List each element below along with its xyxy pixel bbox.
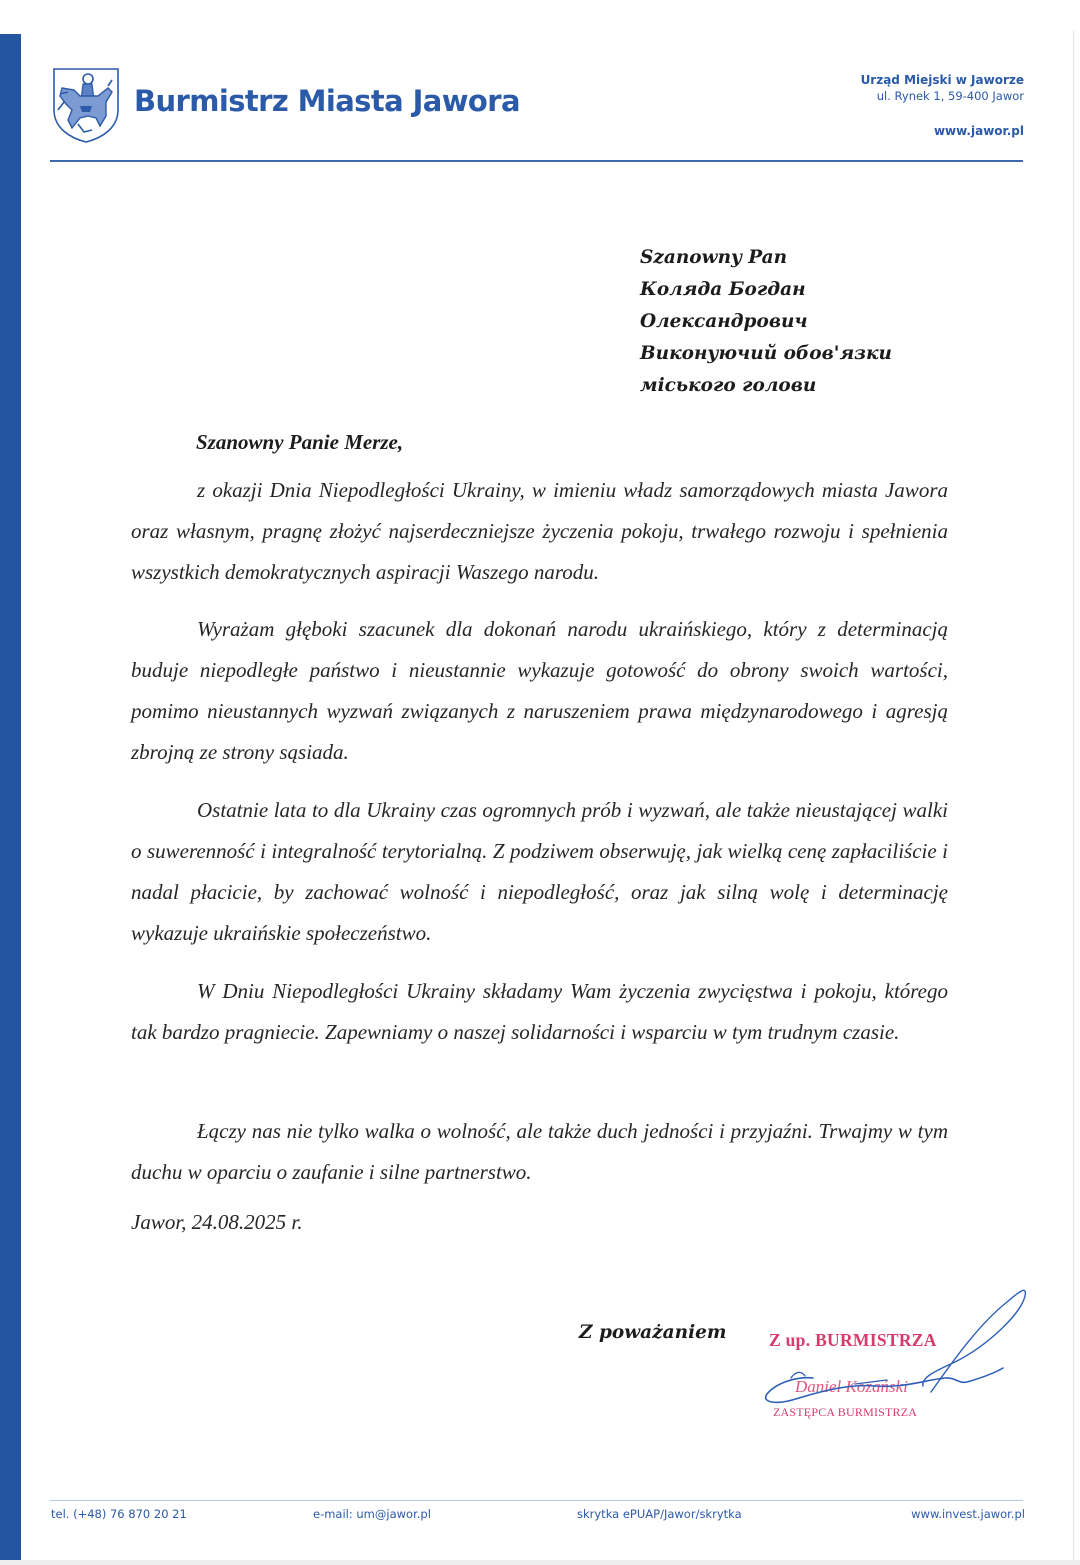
bottom-margin bbox=[0, 1560, 1080, 1565]
footer-divider bbox=[50, 1500, 1023, 1501]
footer-phone: tel. (+48) 76 870 20 21 bbox=[51, 1507, 187, 1521]
footer-epuap: skrytka ePUAP/Jawor/skrytka bbox=[577, 1507, 742, 1521]
footer-email-link[interactable]: e-mail: um@jawor.pl bbox=[313, 1507, 431, 1521]
stamp-on-behalf: Z up. BURMISTRZA bbox=[769, 1330, 937, 1350]
place-and-date: Jawor, 24.08.2025 r. bbox=[131, 1210, 303, 1234]
addressee-line: міського голови bbox=[640, 375, 817, 396]
header-divider bbox=[50, 160, 1023, 162]
letter-paragraph bbox=[131, 470, 948, 593]
svg-text:Daniel Kozański: Daniel Kozański bbox=[795, 1377, 908, 1396]
letter-paragraph bbox=[131, 971, 948, 1053]
office-name: Urząd Miejski w Jaworze bbox=[860, 73, 1024, 87]
closing-phrase: Z poważaniem bbox=[579, 1322, 727, 1343]
top-margin bbox=[0, 0, 1080, 34]
letter-greeting: Szanowny Panie Merze, bbox=[196, 430, 404, 454]
paragraph-text: Wyrażam głęboki szacunek dla dokonań narodu ukraińskiego, który z determinacją buduje niepodległe państwo i nieustannie wykazuje gotowość do obrony swoich wartości, pomimo nieustannych wyzwań związanych z naruszeniem prawa międzynarodowego i agresją zbrojną ze strony sąsiada. bbox=[131, 617, 948, 764]
footer-invest-website-link[interactable]: www.invest.jawor.pl bbox=[911, 1507, 1025, 1521]
office-contact-block bbox=[861, 72, 1024, 139]
paragraph-text: W Dniu Niepodległości Ukrainy składamy Wam życzenia zwycięstwa i pokoju, którego tak bardzo pragniecie. Zapewniamy o naszej solidarności i wsparciu w tym trudnym czasie. bbox=[131, 979, 948, 1044]
addressee-line: Виконуючий обов'язки bbox=[640, 343, 892, 364]
addressee-line: Szanowny Pan bbox=[640, 247, 788, 268]
addressee-block bbox=[640, 242, 892, 402]
handwritten-signature bbox=[755, 1280, 1035, 1420]
stamp-title: ZASTĘPCA BURMISTRZA bbox=[773, 1405, 918, 1419]
office-address: ul. Rynek 1, 59-400 Jawor bbox=[876, 89, 1024, 103]
letter-paragraph bbox=[131, 1111, 948, 1193]
paragraph-text: z okazji Dnia Niepodległości Ukrainy, w imieniu władz samorządowych miasta Jawora oraz własnym, pragnę złożyć najserdeczniejsze życzenia pokoju, trwałego rozwoju i spełnienia wszystkich demokratycznych aspiracji Waszego narodu. bbox=[131, 478, 948, 584]
addressee-line: Олександрович bbox=[640, 311, 808, 332]
page-edge bbox=[1073, 30, 1074, 1560]
letter-paragraph bbox=[131, 609, 948, 773]
office-website-link[interactable]: www.jawor.pl bbox=[933, 124, 1024, 138]
paragraph-text: Ostatnie lata to dla Ukrainy czas ogromnych prób i wyzwań, ale także nieustającej walki o suwerenność i integralność terytorialną. Z podziwem obserwuję, jak wielką cenę zapłaciliście i nadal płacicie, by zachować wolność i niepodległość, oraz jak silną wolę i determinację wykazuje ukraińskie społeczeństwo. bbox=[131, 798, 948, 945]
letter-paragraph bbox=[131, 790, 948, 954]
side-accent-bar bbox=[0, 34, 21, 1560]
coat-of-arms-icon bbox=[50, 66, 122, 144]
brand-title: Burmistrz Miasta Jawora bbox=[134, 84, 520, 118]
paragraph-text: Łączy nas nie tylko walka o wolność, ale także duch jedności i przyjaźni. Trwajmy w tym duchu w oparciu o zaufanie i silne partnerstwo. bbox=[131, 1119, 948, 1184]
addressee-line: Коляда Богдан bbox=[640, 279, 806, 300]
